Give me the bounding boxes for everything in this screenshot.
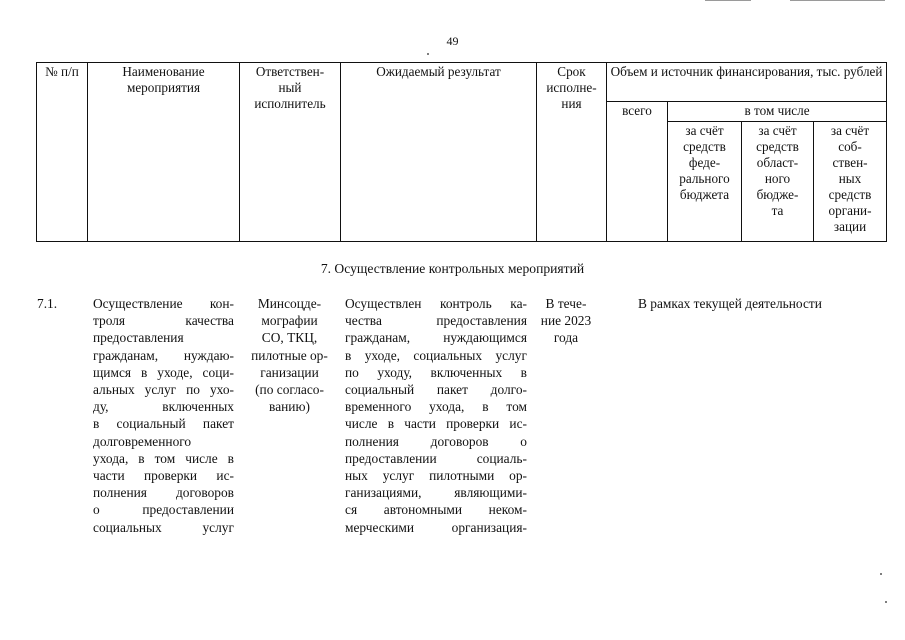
- header-num: № п/п: [37, 63, 88, 242]
- text-line: о предоставлении: [93, 502, 234, 518]
- row-name: [93, 295, 234, 536]
- text-line: в уходе, социальных услуг: [345, 347, 527, 363]
- scan-dot: [880, 573, 882, 575]
- text-line: ние 2023: [540, 313, 592, 329]
- header-own: за счёт соб-ствен-ных средств органи-зации: [814, 122, 887, 242]
- header-regional: за счёт средств област-ного бюдже-та: [742, 122, 814, 242]
- text-line: ганизации: [260, 364, 319, 380]
- text-line: Минсоцде-: [257, 296, 322, 311]
- text-line: СО, ТКЦ,: [261, 330, 318, 346]
- header-responsible: Ответствен-ный исполнитель: [240, 63, 341, 242]
- text-line: полнения договоров о: [345, 433, 527, 449]
- scan-mark: [790, 0, 885, 1]
- scan-dot: [427, 53, 429, 55]
- text-line: пилотные ор-: [251, 347, 328, 363]
- text-line: троля качества: [93, 313, 234, 329]
- row-result: [345, 295, 527, 536]
- row-number: 7.1.: [37, 296, 58, 311]
- text-line: ухода, в том числе в: [93, 450, 234, 466]
- text-line: В тече-: [545, 296, 587, 311]
- text-line: альных услуг по ухо-: [93, 382, 234, 398]
- scan-mark: [705, 0, 751, 1]
- text-line: ду, включенных: [93, 399, 234, 415]
- text-line: года: [553, 330, 579, 346]
- page-number: 49: [446, 34, 459, 48]
- table-header: [36, 62, 887, 242]
- text-line: предоставления: [93, 330, 184, 346]
- text-line: щимся в уходе, соци-: [93, 364, 234, 380]
- header-name: Наименование мероприятия: [88, 63, 240, 242]
- text-line: в социальный пакет: [93, 416, 234, 432]
- text-line: чества предоставления: [345, 313, 527, 329]
- row-responsible: [242, 295, 337, 415]
- text-line: ся автономными неком-: [345, 502, 527, 518]
- header-including: в том числе: [668, 102, 887, 122]
- text-line: мографии: [261, 313, 318, 329]
- header-total: всего: [607, 102, 668, 242]
- text-line: ванию): [269, 399, 310, 415]
- text-line: части проверки ис-: [93, 468, 234, 484]
- scan-dot: [885, 601, 887, 603]
- text-line: Осуществление кон-: [93, 296, 234, 311]
- text-line: социальный пакет долго-: [345, 382, 527, 398]
- text-line: ганизациями, являющими-: [345, 485, 527, 501]
- header-result: Ожидаемый результат: [341, 63, 537, 242]
- text-line: социальных услуг: [93, 519, 234, 535]
- text-line: гражданам, нуждающимся: [345, 330, 527, 346]
- row-financing: В рамках текущей деятельности: [638, 296, 822, 311]
- text-line: ных услуг пилотными ор-: [345, 468, 527, 484]
- text-line: числе в части проверки ис-: [345, 416, 527, 432]
- text-line: по уходу, включенных в: [345, 364, 527, 380]
- text-line: временного ухода, в том: [345, 399, 527, 415]
- section-title: 7. Осуществление контрольных мероприятий: [320, 261, 585, 276]
- text-line: Осуществлен контроль ка-: [345, 296, 527, 311]
- header-federal: за счёт средств феде-рального бюджета: [668, 122, 742, 242]
- header-financing: Объем и источник финансирования, тыс. рублей: [607, 63, 887, 102]
- text-line: (по согласо-: [255, 382, 324, 398]
- header-deadline: Срок исполне-ния: [537, 63, 607, 242]
- text-line: мерческими организация-: [345, 519, 527, 535]
- text-line: гражданам, нуждаю-: [93, 347, 234, 363]
- row-deadline: [532, 295, 600, 347]
- text-line: долговременного: [93, 433, 192, 449]
- text-line: предоставлении социаль-: [345, 450, 527, 466]
- text-line: полнения договоров: [93, 485, 234, 501]
